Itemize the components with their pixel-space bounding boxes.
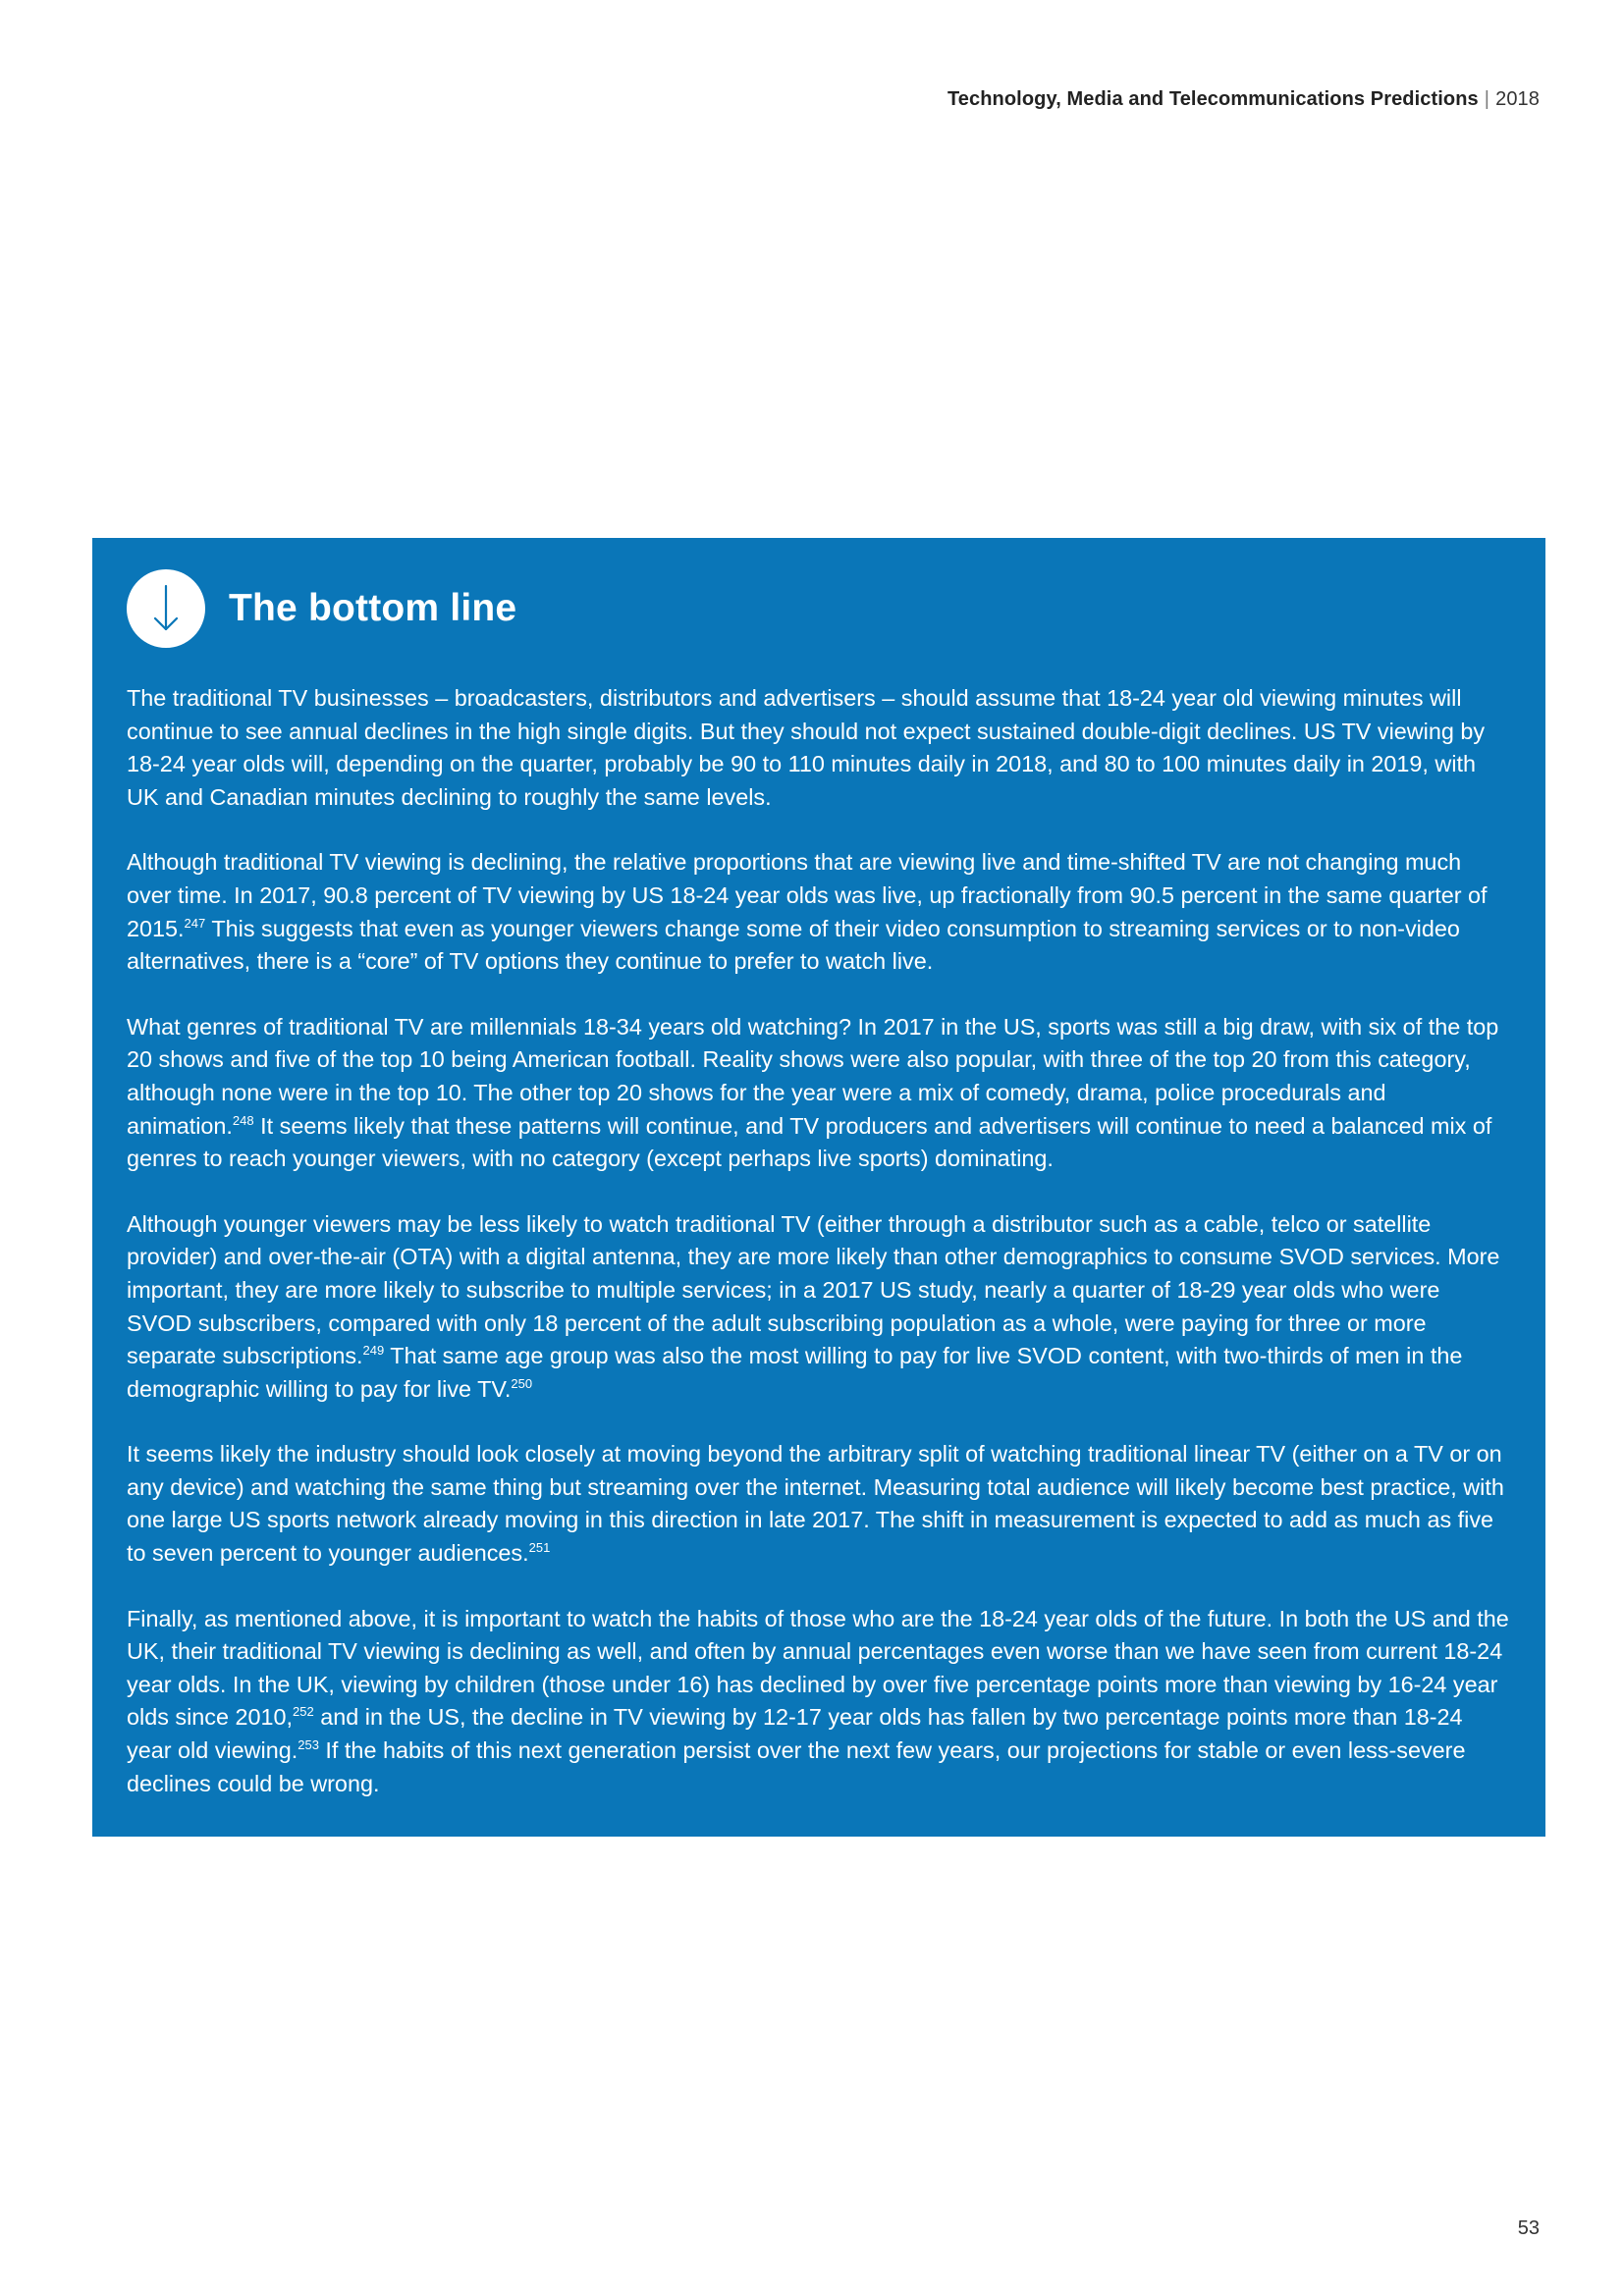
paragraph-text: It seems likely that these patterns will continue, and TV producers and advertisers will continue to need a balanced mix of genres to reach younger viewers, with no category (except perhaps live sports) dominating. bbox=[127, 1112, 1492, 1172]
body-paragraph bbox=[127, 1603, 1510, 1801]
body-paragraph bbox=[127, 1208, 1510, 1407]
footnote-reference: 248 bbox=[232, 1112, 254, 1128]
paragraph-text: That same age group was also the most willing to pay for live SVOD content, with two-thirds of men in the demographic willing to pay for live TV. bbox=[127, 1343, 1463, 1402]
footnote-reference: 252 bbox=[293, 1704, 314, 1720]
publication-title: Technology, Media and Telecommunications Predictions bbox=[947, 88, 1479, 110]
arrow-down-icon bbox=[127, 569, 205, 648]
header-separator: | bbox=[1484, 88, 1490, 110]
bottom-line-callout bbox=[92, 538, 1545, 1837]
callout-title: The bottom line bbox=[229, 587, 517, 629]
running-header bbox=[947, 88, 1540, 111]
paragraph-text: and in the US, the decline in TV viewing by 12-17 year olds has fallen by two percentage points more than 18-24 year old viewing. bbox=[127, 1704, 1463, 1764]
footnote-reference: 253 bbox=[298, 1737, 319, 1753]
paragraph-text: Although younger viewers may be less likely to watch traditional TV (either through a distributor such as a cable, telco or satellite provider) and over-the-air (OTA) with a digital antenna, they are more likely than other demographics to consume SVOD services. More important, they are more likely to subscribe to multiple services; in a 2017 US study, nearly a quarter of 18-29 year olds who were SVOD subscribers, compared with only 18 percent of the adult subscribing population as a whole, were paying for three or more separate subscriptions. bbox=[127, 1210, 1500, 1369]
publication-year: 2018 bbox=[1495, 88, 1540, 110]
paragraph-text: What genres of traditional TV are millennials 18-34 years old watching? In 2017 in the US, sports was still a big draw, with six of the top 20 shows and five of the top 10 being American football. Reality shows were also popular, with three of the top 20 from this category, although none were in the top 10. The other top 20 shows for the year were a mix of comedy, drama, police procedurals and animation. bbox=[127, 1013, 1499, 1139]
body-paragraph bbox=[127, 846, 1510, 978]
footnote-reference: 250 bbox=[511, 1375, 533, 1391]
body-paragraph bbox=[127, 1011, 1510, 1176]
footnote-reference: 251 bbox=[528, 1540, 551, 1556]
paragraph-text: The traditional TV businesses – broadcasters, distributors and advertisers – should assume that 18-24 year old viewing minutes will continue to see annual declines in the high single digits. But they should not expect sustained double-digit declines. US TV viewing by 18-24 year olds will, depending on the quarter, probably be 90 to 110 minutes daily in 2018, and 80 to 100 minutes daily in 2019, with UK and Canadian minutes declining to roughly the same levels. bbox=[127, 685, 1486, 810]
body-paragraph bbox=[127, 682, 1510, 814]
body-paragraph bbox=[127, 1438, 1510, 1570]
paragraph-text: This suggests that even as younger viewers change some of their video consumption to streaming services or to non-video alternatives, there is a “core” of TV options they continue to prefer to watch live. bbox=[127, 915, 1460, 975]
footnote-reference: 247 bbox=[184, 915, 206, 931]
paragraph-text: Finally, as mentioned above, it is important to watch the habits of those who are the 18-24 year olds of the future. In both the US and the UK, their traditional TV viewing is declining as well, and often by annual percentages even worse than we have seen from current 18-24 year olds. In the UK, viewing by children (those under 16) has declined by over five percentage points more than viewing by 16-24 year olds since 2010, bbox=[127, 1605, 1509, 1731]
page-number: 53 bbox=[1517, 2217, 1540, 2239]
callout-body bbox=[127, 682, 1510, 1800]
paragraph-text: It seems likely the industry should look closely at moving beyond the arbitrary split of watching traditional linear TV (either on a TV or on any device) and watching the same thing but streaming over the internet. Measuring total audience will likely become best practice, with one large US sports network already moving in this direction in late 2017. The shift in measurement is expected to add as much as five to seven percent to younger audiences. bbox=[127, 1441, 1504, 1567]
footnote-reference: 249 bbox=[362, 1343, 385, 1359]
paragraph-text: Although traditional TV viewing is declining, the relative proportions that are viewing live and time-shifted TV are not changing much over time. In 2017, 90.8 percent of TV viewing by US 18-24 year olds was live, up fractionally from 90.5 percent in the same quarter of 2015. bbox=[127, 849, 1488, 941]
paragraph-text: If the habits of this next generation persist over the next few years, our projections for stable or even less-severe declines could be wrong. bbox=[127, 1737, 1466, 1796]
callout-header bbox=[127, 569, 1510, 648]
